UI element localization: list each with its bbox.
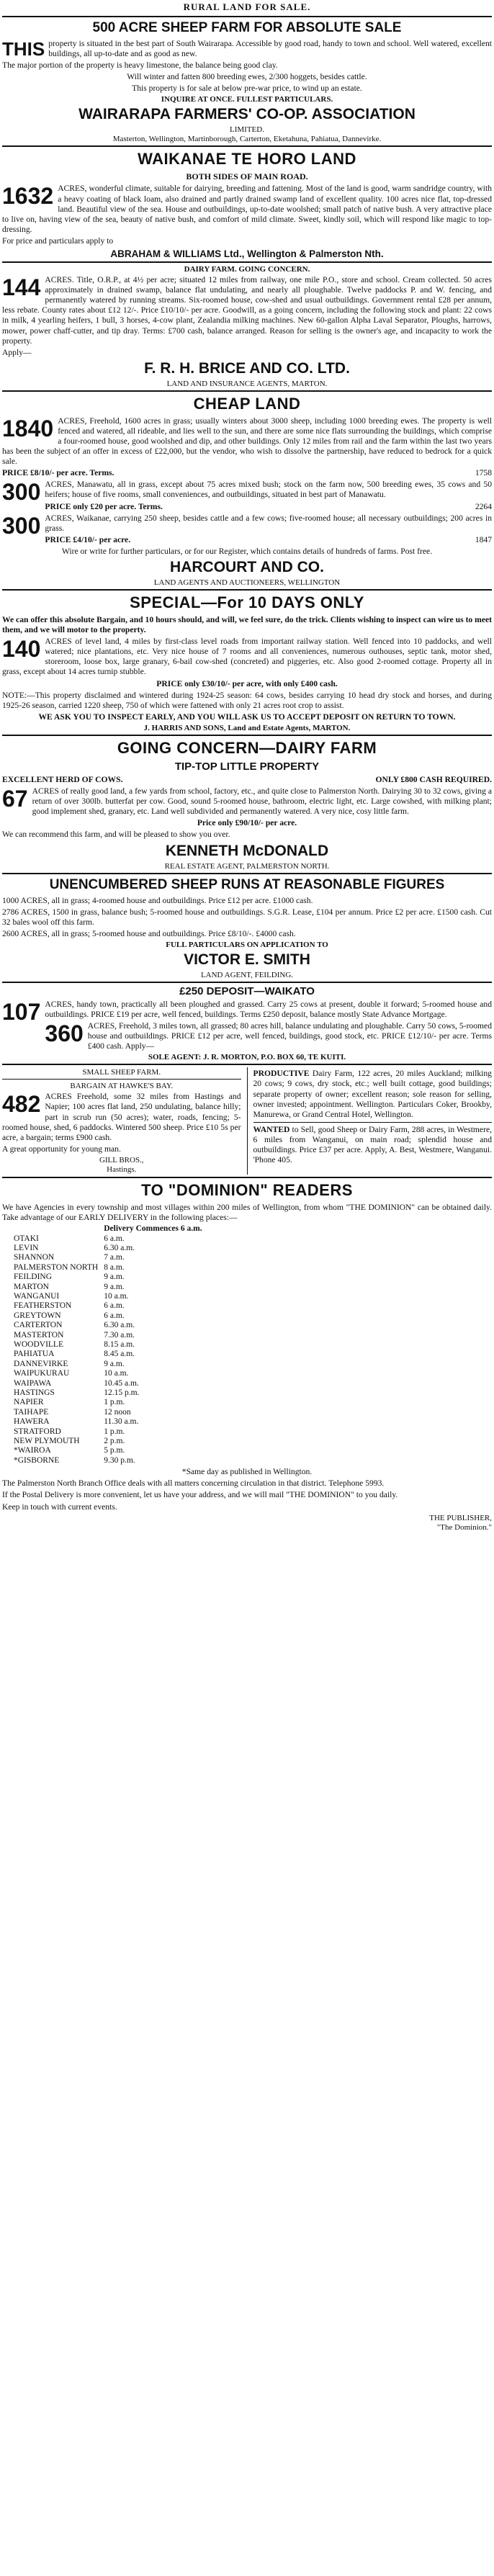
- ad-heading: SMALL SHEEP FARM.: [82, 1068, 161, 1077]
- delivery-row: [11, 1340, 205, 1350]
- ad-inquire: INQUIRE AT ONCE. FULLEST PARTICULARS.: [161, 95, 333, 104]
- delivery-row: [11, 1456, 205, 1466]
- delivery-time: 2 p.m.: [104, 1437, 125, 1446]
- ad-agent-branches: Masterton, Wellington, Martinborough, Carterton, Eketahuna, Pahiatua, Dannevirke.: [112, 135, 382, 144]
- delivery-place: FEATHERSTON: [14, 1301, 72, 1311]
- ad-agent: F. R. H. BRICE AND CO. LTD.: [144, 359, 350, 377]
- ad-body: 1632 ACRES, wonderful climate, suitable for dairying, breeding and fattening. Most of the land is good, warm sandridge country, with a heavy coating of black loam, also drained and partly drained swamp land of excellent quality. 100 acres nice flat, top-dressed land. Beautiful view of the sea. House and outbuildings, up-to-date woolshed; small patch of native bush. A very attractive place to live on, having view of the sea, beauty of native bush, and comfort of mild climate. Sweet, kindly soil, which will respond like magic to top-dressing.: [2, 183, 492, 234]
- divider: [2, 589, 492, 591]
- ad-body: 482 ACRES Freehold, some 32 miles from Hastings and Napier; 100 acres flat land, 250 undulating, balance hilly; part in scrub run (50 acres); water, roads, fencing; 5-roomed house, shed, 6 paddocks. Wintered 500 sheep. Price £10 5s per acre, a bargain; terms £900 cash.: [2, 1091, 241, 1142]
- ad-sheep-runs: [2, 877, 492, 979]
- delivery-time: 11.30 a.m.: [104, 1417, 139, 1427]
- ad-body: 144 ACRES. Title, O.R.P., at 4½ per acre; situated 12 miles from railway, one mile P.O., store and school. Cream collected. 50 acres approximately in drained swamp, balance flat undulating, and nearly all ploughable. Twelve paddocks P. and W. fencing, and permanently watered by running streams. Six-roomed house, cow-shed and usual outbuildings. Government rental £28 per annum, less rebate. County rates about £12 12/-. Price £10/10/- per acre. Goodwill, as a going concern, including the following stock and plant: 22 cows in milk, 4 yearling heifers, 1 bull, 3 horses, 4-cow plant, Zealandia milking machines. New 60-gallon Alpha Laval Separator, Ploughs, harrows, mower, power chaff-cutter, and tip dray. Terms: £700 cash, balance arranged. Reason for selling is the owner's age, and incapacity to work the property.: [2, 274, 492, 346]
- delivery-time: 8.15 a.m.: [104, 1339, 135, 1349]
- ad-body: THIS property is situated in the best part of South Wairarapa. Accessible by good road, handy to town and school. Well watered, excellent buildings, all up-to-date and as good as new.: [2, 38, 492, 60]
- ad-lead: 144: [2, 274, 41, 301]
- ad-full: FULL PARTICULARS ON APPLICATION TO: [166, 940, 328, 949]
- delivery-place: WOODVILLE: [14, 1339, 63, 1349]
- ad-agent-sub: LAND AGENTS AND AUCTIONEERS, WELLINGTON: [153, 578, 341, 587]
- ad-agent: J. HARRIS AND SONS, Land and Estate Agents, MARTON.: [143, 723, 351, 732]
- ad-item: 2600 ACRES, all in grass; 5-roomed house and outbuildings. Price £8/10/-. £4000 cash.: [2, 928, 296, 938]
- delivery-time: 6.30 a.m.: [104, 1321, 135, 1330]
- ad-title: CHEAP LAND: [193, 394, 301, 413]
- divider: [2, 982, 492, 983]
- ad-title: WAIKANAE TE HORO LAND: [138, 150, 356, 169]
- delivery-time: 6 a.m.: [104, 1311, 125, 1320]
- delivery-row: [11, 1311, 205, 1321]
- ad-price: PRICE £4/10/- per acre. 1847: [45, 534, 492, 544]
- ad-sign: "The Dominion.": [436, 1522, 492, 1532]
- delivery-place: SHANNON: [14, 1253, 55, 1262]
- delivery-time: 1 p.m.: [104, 1427, 125, 1436]
- ad-agent: VICTOR E. SMITH: [184, 951, 310, 968]
- delivery-place: WAIPAWA: [14, 1378, 52, 1388]
- ad-cheap-land: [2, 395, 492, 587]
- ad-dairy-144: [2, 265, 492, 388]
- ad-wanted: WANTED to Sell, good Sheep or Dairy Farm, 288 acres, in Westmere, 6 miles from Wanganui, on main road; splendid house and outbuildings. Price £37 per acre. Apply, A. Best, Westmere, Wanganui. 'Phone 405.: [253, 1124, 492, 1165]
- ad-agent-sub: LAND AGENT, FEILDING.: [200, 970, 294, 979]
- ad-waikanae: [2, 150, 492, 259]
- ad-body: A great opportunity for young man.: [2, 1144, 121, 1154]
- delivery-time: 9 a.m.: [104, 1359, 125, 1368]
- delivery-place: STRATFORD: [14, 1427, 61, 1436]
- ad-title: TO "DOMINION" READERS: [141, 1180, 353, 1199]
- ad-going-concern: [2, 739, 492, 871]
- divider: [2, 261, 492, 263]
- ad-sheep-farm-500: [2, 20, 492, 143]
- ad-agent: KENNETH McDONALD: [165, 842, 329, 859]
- ad-special-10-days: [2, 593, 492, 732]
- delivery-header: Delivery Commences 6 a.m.: [104, 1224, 202, 1234]
- delivery-row: [11, 1253, 205, 1262]
- ad-lead: 67: [2, 786, 28, 812]
- ad-lead: 107: [2, 998, 41, 1025]
- ad-waikato-deposit: [2, 985, 492, 1062]
- delivery-place: *GISBORNE: [14, 1455, 60, 1465]
- ad-body: The major portion of the property is heavy limestone, the balance being good clay.: [2, 60, 278, 71]
- ad-office: The Palmerston North Branch Office deals with all matters concerning circulation in that district. Telephone 5993.: [2, 1478, 385, 1489]
- delivery-place: HAWERA: [14, 1417, 50, 1427]
- ad-note: NOTE:—This property disclaimed and wintered during 1924-25 season: 64 cows, besides carrying 10 head dry stock and horses, and during 1925-26 season, carried 1220 sheep, 750 of which were fattened with only 21 acres root crop to assist.: [2, 690, 492, 710]
- delivery-time: 7 a.m.: [104, 1253, 125, 1262]
- delivery-time: 9 a.m.: [104, 1273, 125, 1282]
- ad-lead: 1840: [2, 415, 54, 441]
- delivery-row: [11, 1263, 205, 1273]
- delivery-row: [11, 1437, 205, 1446]
- ad-subheading: BARGAIN AT HAWKE'S BAY.: [70, 1082, 174, 1091]
- delivery-time: 10 a.m.: [104, 1369, 129, 1378]
- ad-item: 2786 ACRES, 1500 in grass, balance bush; 5-roomed house and outbuildings. S.G.R. Lease, £104 per annum. Price £2 per acre. £1500 cash. Cut 32 bales wool off this farm.: [2, 907, 492, 927]
- ad-body: Wire or write for further particulars, or for our Register, which contains details of hundreds of farms. Post free.: [61, 546, 433, 556]
- divider: [2, 1177, 492, 1178]
- delivery-row: [11, 1408, 205, 1417]
- ad-heading: DAIRY FARM. GOING CONCERN.: [184, 265, 310, 274]
- divider: [2, 1079, 241, 1080]
- ad-title: SPECIAL—For 10 DAYS ONLY: [130, 593, 364, 611]
- delivery-time: 10.45 a.m.: [104, 1378, 139, 1388]
- divider: [2, 1064, 492, 1065]
- delivery-row: [11, 1379, 205, 1388]
- delivery-row: [11, 1321, 205, 1330]
- delivery-place: PAHIATUA: [14, 1350, 55, 1359]
- divider: [2, 390, 492, 392]
- divider: [2, 145, 492, 147]
- delivery-time: 6 a.m.: [104, 1301, 125, 1311]
- delivery-place: NEW PLYMOUTH: [14, 1437, 80, 1446]
- ad-price: PRICE £8/10/- per acre. Terms. 1758: [2, 468, 492, 478]
- ad-agent: SOLE AGENT: J. R. MORTON, P.O. BOX 60, TE KUITI.: [148, 1053, 346, 1062]
- delivery-place: NAPIER: [14, 1398, 44, 1407]
- delivery-row: [11, 1331, 205, 1340]
- ad-body: Will winter and fatten 800 breeding ewes, 2/300 hoggets, besides cattle.: [127, 72, 367, 82]
- delivery-row: [11, 1446, 205, 1455]
- ad-agent: GILL BROS.,: [99, 1155, 144, 1164]
- ad-dominion-readers: [2, 1181, 492, 1532]
- delivery-row: [11, 1301, 205, 1311]
- delivery-row: [11, 1234, 205, 1244]
- ad-lead: 300: [2, 512, 41, 539]
- delivery-time: 8 a.m.: [104, 1262, 125, 1272]
- delivery-place: LEVIN: [14, 1243, 39, 1252]
- ad-body: We can recommend this farm, and will be pleased to show you over.: [2, 830, 230, 840]
- ad-body: 67 ACRES of really good land, a few yards from school, factory, etc., and quite close to Palmerston North. Dairying 30 to 32 cows, giving a return of over 300lb. butterfat per cow. Good, sound 5-roomed house, bathroom, electric light, etc. Large cowshed, with milking plant; good implement shed, granary, etc. Land well subdivided and permanently watered. A very nice, cosy little farm.: [2, 786, 492, 817]
- delivery-place: WAIPUKURAU: [14, 1369, 70, 1378]
- section-header: RURAL LAND FOR SALE.: [183, 1, 311, 12]
- ad-small-sheep-farm: [2, 1067, 241, 1175]
- delivery-place: CARTERTON: [14, 1321, 63, 1330]
- divider: [2, 873, 492, 874]
- delivery-place: HASTINGS: [14, 1388, 55, 1397]
- delivery-place: GREYTOWN: [14, 1311, 61, 1320]
- divider: [253, 1122, 493, 1123]
- delivery-time: 6.30 a.m.: [104, 1243, 135, 1252]
- ad-agent-sub: Hastings.: [107, 1164, 137, 1174]
- delivery-place: PALMERSTON NORTH: [14, 1262, 99, 1272]
- ad-title: GOING CONCERN—DAIRY FARM: [117, 738, 377, 757]
- delivery-place: DANNEVIRKE: [14, 1359, 68, 1368]
- ad-subtitle: TIP-TOP LITTLE PROPERTY: [174, 760, 320, 773]
- ad-intro: We have Agencies in every township and most villages within 200 miles of Wellington, from whom "THE DOMINION" can be obtained daily. Take advantage of our EARLY DELIVERY in the following places:—: [2, 1202, 492, 1222]
- ad-agent: ABRAHAM & WILLIAMS Ltd., Wellington & Palmerston Nth.: [110, 248, 384, 260]
- ad-keep: Keep in touch with current events.: [2, 1502, 117, 1512]
- delivery-time: 12.15 p.m.: [104, 1388, 140, 1397]
- ad-body: 1840 ACRES, Freehold, 1600 acres in grass; usually winters about 3000 sheep, including 1000 breeding ewes. The property is well fenced and watered, all rideable, and lies well to the sun, and there are some nice flats surrounding the buildings, which comprise a four-roomed house, good woolshed and dip, and other buildings. Only 12 miles from rail and the farm within the last two years has been the subject of an offer in excess of £22,000, but the vendor, who wish to dissolve the partnership, have reduced to bedrock for a quick sale.: [2, 415, 492, 467]
- ad-title: UNENCUMBERED SHEEP RUNS AT REASONABLE FIGURES: [49, 876, 445, 892]
- ad-item: 1000 ACRES, all in grass; 4-roomed house and outbuildings. Price £12 per acre. £1000 cash.: [2, 895, 313, 905]
- delivery-row: [11, 1283, 205, 1292]
- delivery-time: 6 a.m.: [104, 1234, 125, 1243]
- delivery-row: [11, 1417, 205, 1427]
- ad-body: 107 ACRES, handy town, practically all been ploughed and grassed. Carry 25 cows at present, double it forward; 5-roomed house and outbuildings. PRICE £19 per acre, well fenced, buildings. Terms £250 deposit, balance mostly State Advance Mortgage.: [2, 998, 492, 1025]
- divider: [2, 735, 492, 736]
- ad-ask: WE ASK YOU TO INSPECT EARLY, AND YOU WILL ASK US TO ACCEPT DEPOSIT ON RETURN TO TOWN.: [38, 712, 456, 722]
- delivery-time: 1 p.m.: [104, 1398, 125, 1407]
- ad-title: 500 ACRE SHEEP FARM FOR ABSOLUTE SALE: [92, 20, 402, 35]
- ad-intro: We can offer this absolute Bargain, and 10 hours should, and will, we feel sure, do the trick. Clients wishing to inspect can wire us to meet them, and we will motor to the property.: [2, 615, 492, 635]
- delivery-row: [11, 1398, 205, 1407]
- delivery-row: [11, 1350, 205, 1359]
- delivery-row: [11, 1388, 205, 1398]
- delivery-place: OTAKI: [14, 1234, 39, 1243]
- delivery-row: [11, 1360, 205, 1369]
- divider: [2, 16, 492, 17]
- ad-lead: 360: [45, 1020, 84, 1047]
- delivery-time: 7.30 a.m.: [104, 1330, 135, 1339]
- delivery-time: 8.45 a.m.: [104, 1350, 135, 1359]
- ad-body: For price and particulars apply to: [2, 235, 114, 246]
- ad-lead: 1632: [2, 183, 54, 210]
- ad-body: 300 ACRES, Manawatu, all in grass, except about 75 acres mixed bush; stock on the farm now, 500 breeding ewes, 35 cows and 50 heifers; house of five rooms, small conveniences, and outbuildings, situated in best part of Manawatu.: [2, 479, 492, 506]
- ad-lead: THIS: [2, 38, 45, 60]
- delivery-time: 9.30 p.m.: [104, 1455, 135, 1465]
- delivery-place: WANGANUI: [14, 1291, 60, 1301]
- ad-excellent: EXCELLENT HERD OF COWS. ONLY £800 CASH REQUIRED.: [2, 774, 492, 784]
- delivery-place: MARTON: [14, 1282, 49, 1291]
- delivery-time: 10 a.m.: [104, 1291, 129, 1301]
- ad-lead: 482: [2, 1091, 41, 1118]
- ad-sign: THE PUBLISHER,: [429, 1513, 492, 1522]
- delivery-place: MASTERTON: [14, 1330, 64, 1339]
- delivery-time: 12 noon: [104, 1407, 131, 1417]
- two-column-ads: [2, 1067, 492, 1175]
- ad-body: This property is for sale at below pre-war price, to wind up an estate.: [132, 84, 362, 94]
- delivery-table: [11, 1224, 205, 1466]
- ad-apply: Apply—: [2, 347, 32, 357]
- delivery-row: [11, 1292, 205, 1301]
- delivery-row: [11, 1244, 205, 1253]
- ad-title: £250 DEPOSIT—WAIKATO: [179, 984, 315, 997]
- ad-body: 300 ACRES, Waikanae, carrying 250 sheep, besides cattle and a few cows; five-roomed house; all necessary outbuildings; 200 acres in grass.: [2, 512, 492, 539]
- ad-agent-sub: LAND AND INSURANCE AGENTS, MARTON.: [166, 379, 328, 388]
- ad-lead: 300: [2, 479, 41, 506]
- delivery-row: [11, 1369, 205, 1378]
- ad-price: PRICE only £20 per acre. Terms. 2264: [45, 501, 492, 511]
- delivery-time: 9 a.m.: [104, 1282, 125, 1291]
- delivery-row: [11, 1273, 205, 1282]
- ad-agent: WAIRARAPA FARMERS' CO-OP. ASSOCIATION: [78, 106, 416, 123]
- ad-productive: PRODUCTIVE Dairy Farm, 122 acres, 20 miles Auckland; milking 20 cows; 9 cows, dry stock, etc.; well built cottage, good buildings; separate property of owner; excellent reason; sole reason for selling, owner invested; appointment. Wellington. Particulars Coker, Brookby, Manurewa, or Grand Central Hotel, Wellington.: [253, 1069, 492, 1119]
- ad-body: 360 ACRES, Freehold, 3 miles town, all grassed; 80 acres hill, balance undulating and ploughable. Carry 50 cows, 5-roomed house and outbuildings. PRICE £12 per acre, well fenced, buildings, good stock, etc. PRICE £12/10/- per acre. Terms £400 cash. Apply—: [45, 1020, 492, 1051]
- ad-body: 140 ACRES of level land, 4 miles by first-class level roads from important railway station. Well fenced into 10 paddocks, and well watered; nice plantations, etc. Very nice house of 7 rooms and all conveniences, numerous outhouses, septic tank, motor shed, storeroom, loose box, large granary, 6-bail cow-shed (concreted) and piggeries, etc. Also good 2-roomed cottage. Property all in grass, except about 14 acres turnip stubble.: [2, 636, 492, 677]
- delivery-row: [11, 1427, 205, 1437]
- ad-postal: If the Postal Delivery is more convenient, let us have your address, and we will mail "THE DOMINION" to you daily.: [2, 1490, 398, 1500]
- ad-agent: HARCOURT AND CO.: [170, 559, 324, 575]
- delivery-place: TAIHAPE: [14, 1407, 49, 1417]
- right-column: [247, 1067, 493, 1175]
- delivery-time: 5 p.m.: [104, 1446, 125, 1455]
- ad-lead: 140: [2, 636, 41, 663]
- ad-agent-sub: REAL ESTATE AGENT, PALMERSTON NORTH.: [164, 861, 330, 871]
- delivery-place: *WAIROA: [14, 1446, 51, 1455]
- ad-agent-limited: LIMITED.: [230, 125, 264, 135]
- delivery-place: FEILDING: [14, 1273, 53, 1282]
- ad-price: PRICE only £30/10/- per acre, with only £400 cash.: [156, 678, 338, 688]
- ad-price: Price only £90/10/- per acre.: [197, 818, 297, 828]
- ad-footnote: *Same day as published in Wellington.: [181, 1467, 313, 1477]
- ad-subtitle: BOTH SIDES OF MAIN ROAD.: [186, 171, 308, 182]
